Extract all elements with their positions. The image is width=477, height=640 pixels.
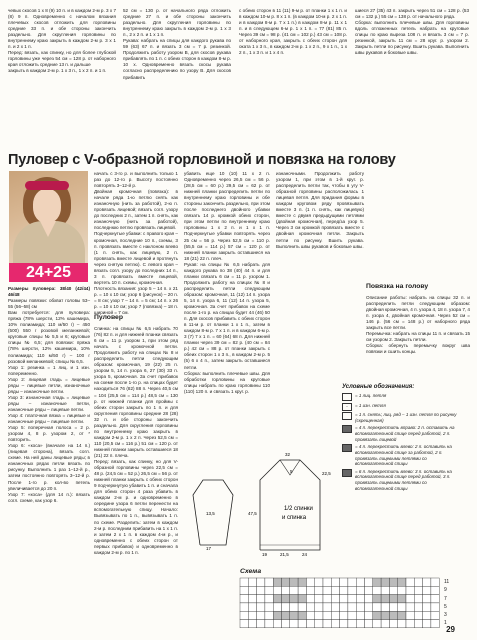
- chart-cell: [323, 603, 331, 611]
- para-pattern-4: Узор 4: платочная вязка = лицевые и изнаночные ряды – лицевые петли.: [8, 412, 90, 425]
- chart-cell: [381, 620, 389, 628]
- chart-cell: [431, 586, 439, 594]
- chart-cell: [423, 603, 431, 611]
- chart-cell: [265, 620, 273, 628]
- chart-cell: [290, 603, 298, 611]
- right2-p3: Сборка: обернуть перемычку вокруг шва повязки и сшить концы.: [366, 343, 470, 355]
- chart-cell: [257, 595, 265, 603]
- chart-cell: [373, 620, 381, 628]
- chart-cell: [406, 611, 414, 619]
- chart-cell: [298, 603, 306, 611]
- chart-cell: [315, 586, 323, 594]
- chart-cell: [331, 620, 339, 628]
- garment-schematic: [240, 440, 340, 560]
- dim-sleeve-w: 17: [206, 546, 212, 551]
- chart-cell: [323, 578, 331, 586]
- knit-symbol-icon: [342, 393, 352, 401]
- chart-cell: [331, 578, 339, 586]
- chart-cell: [365, 586, 373, 594]
- mid-p4: Плотность вязания: узор 5 – 14 п. х 21 р. = 10 х 10 см; узор 6 (рисунок) – 20 п. = 8 см; узор 7 – 14 п. = 5 см; 14 п. х 26 р. = 10 х 10 см; узор 7 (повязка) – 18 п. шириной = 7 см.: [94, 285, 178, 316]
- dim-h1: 47,5: [248, 511, 257, 516]
- chart-cell: [414, 620, 422, 628]
- chart-cell: [340, 595, 348, 603]
- chart-cell: [348, 578, 356, 586]
- chart-cell: [423, 595, 431, 603]
- top-col-2-p1: 52 см = 130 р. от начального ряда отложить средние 27 п. и обе стороны закончить раздельно. Для скругления горловины по внутреннему краю закрыть в каждом 2-м р. 1 х 3 п., 2 х 2 п. и 1 х 1 п.: [123, 8, 231, 38]
- legend-title: Условные обозначения:: [342, 384, 415, 390]
- row-num: 5: [444, 603, 447, 610]
- chart-cell: [365, 595, 373, 603]
- dim-top: 32: [285, 452, 291, 457]
- chart-cell: [398, 620, 406, 628]
- chart-cell: [423, 620, 431, 628]
- chart-cell: [248, 603, 256, 611]
- chart-cell: [248, 611, 256, 619]
- chart-cell: [240, 611, 248, 619]
- heading-headband: Повязка на голову: [366, 283, 429, 290]
- chart-cell: [257, 586, 265, 594]
- schematic-back-label: и спинка: [282, 515, 307, 521]
- top-col-1-p2: Перед: вязать, как спинку, но для более глубокой горловины уже через 54 см = 128 р. от наборного края отложить средние 13 п. и дальше: [8, 50, 116, 68]
- chart-cell: [340, 611, 348, 619]
- chart-cell: [389, 595, 397, 603]
- materials-col: [8, 286, 90, 636]
- chart-cell: [282, 586, 290, 594]
- chart-cell: [331, 595, 339, 603]
- para-pattern-2: Узор 2: лицевая гладь = лицевые ряды – лицевые петли, изнаночные ряды – изнаночные петли.: [8, 376, 90, 394]
- chart-cell: [373, 586, 381, 594]
- legend-item: = 4 п. перекрестить вправо: 2 п. оставить на вспомогательной спице перед работой, 2 п. провязать лицевой: [342, 425, 466, 442]
- chart-cell: [398, 586, 406, 594]
- chart-cell: [315, 620, 323, 628]
- schematic-half-label: 1/2 спинки: [284, 506, 313, 512]
- chart-cell: [365, 611, 373, 619]
- dim-neck: 5: [290, 469, 293, 474]
- mid3-p1: убавить еще 10 (10) 11 х 2 п. Одновременно через 26,5 см = 56 р. (28,5 см = 60 р.) 29,5 см = 62 р. от нижней планки распределить петли по внутреннему краю горловины и обе стороны закончить раздельно, при этом после последнего двойного убавки связать 14 р. кромкой обеих сторон, при этом петли по внутреннему краю горловины 1 х 2 п. и 1 х 1 п. Подчеркнутые убавки повторять через 25 см = 56 р. Через 52,5 см = 110 р. (55,5 см = 114 р.) 57 см = 120 р. от нижней планки закрыть оставшиеся на 18 (21) 22 п. плеч.: [184, 171, 270, 261]
- heading-pullover: Пуловер: [94, 314, 123, 321]
- chart-cell: [323, 595, 331, 603]
- chart-cell: [240, 620, 248, 628]
- chart-cell: [273, 595, 281, 603]
- dim-w1: 19: [262, 552, 268, 557]
- chart-cell: [306, 586, 314, 594]
- legend-item: = 1 п. снять; лиц. ряд – 1 изн. петля по рисунку (скрещенная): [342, 412, 466, 424]
- chart-cell: [348, 603, 356, 611]
- legend-item: = 1 лиц. петля: [342, 393, 466, 401]
- chart-cell: [290, 611, 298, 619]
- mid-col-3: [184, 171, 270, 471]
- chart-cell: [431, 578, 439, 586]
- legend: [342, 393, 466, 493]
- chart-cell: [273, 578, 281, 586]
- chart-cell: [240, 603, 248, 611]
- chart-cell: [431, 603, 439, 611]
- chart-cell: [348, 595, 356, 603]
- dim-w3: 24: [302, 552, 308, 557]
- row-num: 11: [444, 579, 450, 585]
- chart-cell: [423, 611, 431, 619]
- para-pattern-3: Узор 3: изнаночная гладь = лицевые ряды – изнаночные петли, изнаночные ряды – лицевые петли.: [8, 394, 90, 412]
- chart-cell: [265, 595, 273, 603]
- chart-cell: [398, 595, 406, 603]
- row-num: 1: [444, 620, 447, 627]
- chart-cell: [240, 578, 248, 586]
- para-materials: Вам потребуется: для пуловера: пряжа (78% шерсти, 12% кашемира, 10% полиамида; 110 м/50 г) – 450 (500) 550 г розовой меланжевой; круговые спицы № 5,5 и 6; круговые спицы № 6,5; для повязки: пряжа (78% шерсти, 12% кашемира, 10% полиамида; 110 м/50 г) – 100 г розовой меланжевой; спицы № 6,5.: [8, 310, 90, 364]
- chart-cell: [282, 620, 290, 628]
- chart-cell: [315, 578, 323, 586]
- chart-cell: [423, 586, 431, 594]
- chart-cell: [381, 611, 389, 619]
- chart-cell: [323, 586, 331, 594]
- chart-cell: [315, 611, 323, 619]
- chart-cell: [365, 620, 373, 628]
- chart-cell: [381, 578, 389, 586]
- chart-cell: [348, 586, 356, 594]
- mid-p3: Подчеркнутые убавки: с правого края – кромочная, последние 10 п., схемы, 3 п. провязать вместе с наклоном влево (1 п. снять, как лицевую, 2 п. провязать вместе лицевой и протянуть через снятую петлю). С левого края – вязать согл. узору до последних 14 п., 3 п. провязать вместе лицевой, вертеть 10 п. схемы, кромочная.: [94, 231, 178, 285]
- chart-cell: [389, 611, 397, 619]
- chart-cell: [240, 586, 248, 594]
- mid-col: [94, 171, 179, 316]
- para-pattern-6: Узор 6: «коса» (вначале на 14 п.) (лицевая сторона), вязать согл. схеме. На ней даны лицевые ряды; в изнаночных рядах петли вязать по рисунку. Выполнить 1 раз 1–12-й р., затем постоянно повторять 3–12-й р. После 1-го р. кол-во петель увеличивается до 20 п.: [8, 443, 90, 491]
- chart-cell: [381, 586, 389, 594]
- chart-cell: [265, 603, 273, 611]
- cable-6-left-icon: [342, 469, 352, 477]
- legend-item: = 6 п. перекрестить влево: 3 п. оставить на вспомогательной спице перед работой, 3 п. провязать лицевыми петлями со вспомогательной спицы: [342, 469, 466, 492]
- para-pattern-5: Узор 5: поперечная полоса = 2 р. узором 4, 8 р. узором 2, от * повторить.: [8, 425, 90, 443]
- chart-cell: [373, 578, 381, 586]
- chart-cell: [306, 611, 314, 619]
- right-p1: изнаночными. Продолжить работу узором 1, при этом в 1-й круг. р. распределить петли так, чтобы в угу V-образной горловины расположилась 1 лицевая петля. Для придания формы в каждом круговом ряду провязывать вместе 3 п. (1 п. снять, как лицевую) вместе с двумя предыдущими петлями (двойная кромочная), перед/за узор 5. Через 3 см кромкой провязать вместе с двойная кромочная петли. Закрыть петли по рисунку. Вшить рукава. Выполнить швы рукавов и боковые швы.: [276, 171, 364, 249]
- right2-p2: Перемычка: набрать на спицы 11 п. и связать 15 см узором 2. Закрыть петли.: [366, 331, 471, 343]
- chart-cell: [431, 595, 439, 603]
- row-num: 3: [444, 612, 447, 619]
- chart-cell: [240, 595, 248, 603]
- chart-cell: [423, 578, 431, 586]
- chart-cell: [290, 586, 298, 594]
- chart-cell: [356, 595, 364, 603]
- chart-cell: [356, 586, 364, 594]
- chart-cell: [248, 578, 256, 586]
- top-col-3: [239, 8, 347, 146]
- top-col-1: [8, 8, 116, 146]
- top-col-4: [355, 8, 469, 146]
- top-col-4-p2: Сборка: выполнить плечевые швы. Для горловины вдоль отложенных петель набрать на круговые спицы по краю выреза 108 п. и вязать 3 см = 7 р. резинкой, закрыть 11 см = 28 круг. р. узором 2. Закрыть петли по рисунку. Вшить рукава. Выполнить швы рукавов и боковые швы.: [355, 20, 469, 56]
- chart-cell: [290, 595, 298, 603]
- chart-cell: [340, 620, 348, 628]
- chart-cell: [398, 603, 406, 611]
- chart-cell: [248, 620, 256, 628]
- chart-cell: [257, 603, 265, 611]
- chart-cell: [373, 603, 381, 611]
- chart-cell: [414, 578, 422, 586]
- chart-cell: [406, 578, 414, 586]
- chart-cell: [406, 595, 414, 603]
- chart-cell: [248, 595, 256, 603]
- chart-cell: [315, 595, 323, 603]
- chart-cell: [414, 595, 422, 603]
- chart-cell: [389, 620, 397, 628]
- legend-item: = 4 п. перекрестить влево: 2 п. оставить на вспомогательной спице за работой, 2 п. провязать лицевыми петлями со вспомогательной спицы: [342, 444, 466, 467]
- model-photo: [9, 171, 88, 263]
- chart-cell: [282, 611, 290, 619]
- right-col-2: [366, 295, 470, 381]
- chart-cell: [373, 595, 381, 603]
- cable-right-icon: [342, 425, 352, 433]
- chart-cell: [431, 620, 439, 628]
- row-num: 7: [444, 595, 447, 602]
- right-col: [276, 171, 364, 281]
- chart-cell: [389, 586, 397, 594]
- chart-cell: [340, 586, 348, 594]
- chart-cell: [282, 603, 290, 611]
- chart-cell: [331, 611, 339, 619]
- chart-cell: [273, 586, 281, 594]
- chart-cell: [282, 595, 290, 603]
- top-col-3-p1: с обеих сторон в 11 (11) 9-м р. от планки 1 х 1 п. и в каждом 10-м р. 8 х 1 п. (в каждом 10-м р. 2 х 1 п. и в каждом 8-м р. 7 х 1 п.) в каждом 8-м р. 11 х 1 п. и в следующем 6-м р. 1 х 1 п. = 77 (81) 85 п. Через 39 см = 98 р. (41 см = 102 р.) 43 см = 108 р. от наборного края, закрыть с обеих сторон для оката 1 х 3 п., в каждом 2-м р. 1 х 2 п., 9 х 1 п., 1 х 2 п., 1 х 3 п. и 1 х 4 п.: [239, 8, 347, 56]
- page-title: Пуловер с V-образной горловиной и повязка на голову: [8, 152, 396, 168]
- page-number: 29: [446, 625, 455, 634]
- cable-left-icon: [342, 444, 352, 452]
- chart-cell: [431, 611, 439, 619]
- chart-cell: [298, 586, 306, 594]
- chart-row-numbers: [444, 578, 449, 628]
- chart-cell: [306, 603, 314, 611]
- chart-cell: [282, 578, 290, 586]
- chart-cell: [323, 620, 331, 628]
- chart-cell: [381, 595, 389, 603]
- chart-cell: [398, 578, 406, 586]
- mid2-p1: Спинка: на спицы № 6,5 набрать 70 (76) 82 п. и для нижней планки связать 6 см = 11 р. узором 1, при этом ряд начать с кромочной петли. Продолжить работу на спицах № 8 и распределить петли следующим образом: кромочная, 19 (22) 25 п. узором 5, 14 п. узора 6, 27 (30) 33 п. узора 5, кромочная. За счет прибавок на схеме после 1-го р. на спицах будет находиться 76 (82) 88 п. Через 40,5 см = 104 (25,5 см = 114 р.) 48,5 см = 130 р. от нижней планки для проймы с обеих сторон закрыть по 1 п. и для скругления горловины средние 28 (28) 32 п. и обе стороны закончить раздельно. Для скругления горловины по внутреннему краю закрыть в каждом 2-м р. 1 х 2 п. Через 52,5 см = 110 (20,5 см = 116 р.) 51 см = 120 р. от нижней планки закрыть оставшиеся 18 (21) 22 п. плеча.: [94, 326, 178, 458]
- chart-cell: [306, 620, 314, 628]
- chart-cell: [265, 578, 273, 586]
- chart-cell: [414, 611, 422, 619]
- chart-cell: [406, 586, 414, 594]
- mid-p1: начать с 3-го р. и выполнить только 1 раз до 12-го р. Высоту постоянно повторять 3–12-й р.: [94, 171, 178, 189]
- chart-cell: [340, 578, 348, 586]
- top-col-1-p1: чевых скосов 1 х 8 (9) 10 п. и в каждом 2-м р. 3 х 7 (8) 9 п. Одновременно с началом вязания плечевых скосов отложить для горловины средние 33 п. и обе стороны закончить раздельно. Для скругления горловины по внутреннему краю закрыть в каждом 2-м р. 3 х 1 п. и 2 х 1 п.: [8, 8, 116, 50]
- dim-h2: 22,5: [322, 471, 331, 476]
- chart-cell: [265, 586, 273, 594]
- chart-cell: [340, 603, 348, 611]
- dim-w2: 21,5: [280, 552, 289, 557]
- chart-cell: [306, 595, 314, 603]
- stitch-chart: [240, 578, 440, 630]
- para-pattern-1: Узор 1: резинка = 1 лиц. и 1 изн. попеременно.: [8, 364, 90, 376]
- chart-cell: [257, 578, 265, 586]
- chart-cell: [348, 620, 356, 628]
- size-badge: 24+25: [9, 263, 88, 282]
- chart-cell: [406, 603, 414, 611]
- schema-label: Схема: [240, 568, 262, 575]
- chart-cell: [365, 603, 373, 611]
- top-col-4-p1: шиеся 27 (35) 43 п. закрыть через 51 см = 128 р. (53 см = 132 р.) 55 см = 138 р. от начального ряда.: [355, 8, 469, 20]
- chart-cell: [257, 611, 265, 619]
- chart-cell: [298, 578, 306, 586]
- chart-cell: [406, 620, 414, 628]
- chart-cell: [323, 611, 331, 619]
- chart-cell: [389, 578, 397, 586]
- mid3-p3: Сборка: выполнить плечевые швы. Для обработки горловины на круговые спицы набрать по краю горловины 110 (110) 120 п. и связать 1 круг. р.: [184, 370, 270, 394]
- chart-cell: [273, 611, 281, 619]
- chart-cell: [248, 586, 256, 594]
- chart-cell: [356, 611, 364, 619]
- slip-symbol-icon: [342, 412, 352, 420]
- sleeve-schematic: [188, 470, 238, 550]
- chart-cell: [373, 611, 381, 619]
- chart-cell: [306, 578, 314, 586]
- legend-item: - = 1 изн. петля: [342, 403, 466, 411]
- chart-cell: [265, 611, 273, 619]
- chart-cell: [331, 603, 339, 611]
- chart-cell: [290, 578, 298, 586]
- chart-cell: [398, 611, 406, 619]
- top-col-1-p3: закрыть в каждом 2-м р. 1 х 3 п., 1 х 2 п. и 1 п.: [8, 68, 107, 74]
- chart-cell: [290, 620, 298, 628]
- chart-cell: [414, 586, 422, 594]
- mid3-p2: Рукав: на спицы № 6,5 набрать для каждого рукава по 38 (40) 44 п. и для планки связать 6 см = 11 р. узором 1. Продолжить работу на спицах № 8 и распределить петли следующим образом: кромочная, 11 (12) 14 п. узора 5, 14 п. узора 6, 11 (12) 14 п. узора 5, кромочная. За счет прибавок на схеме после 1-го р. на спицах будет 44 (46) 50 п. Для скосов прибавить с обеих сторон в 11-м р. от планки 1 х 1 п., затем в каждом 8-м р. 7 х 1 п. и в каждом 6-м р. 3 (7) 7 х 1 п. = 60 (64) 68 п. Для нижней планки через 39 см = 82 р. (40 см = 84 р.) 42 см = 88 р. от планки закрыть с обеих сторон 1 х 3 п., в каждом 2-м р. 5 (5) 6 х 4 п., затем закрыть оставшиеся петли.: [184, 261, 270, 370]
- chart-cell: [389, 603, 397, 611]
- top-col-2-p2: Рукава: набрать на спицы для каждого рукава по 59 (63) 67 п. и вязать 3 см = 7 р. резинкой. Продолжить работу узором В, для скосов рукава прибавлять по 1 п. с обеих сторон в каждом 8-м р. 10 х. Одновременно вязать скосы рукава согласно распределению по узору В. Для скосов прибавить: [123, 38, 231, 80]
- chart-cell: [348, 611, 356, 619]
- chart-cell: [331, 586, 339, 594]
- chart-cell: [356, 603, 364, 611]
- chart-cell: [414, 603, 422, 611]
- chart-cell: [273, 603, 281, 611]
- row-num: 9: [444, 587, 447, 594]
- chart-cell: [273, 620, 281, 628]
- chart-cell: [298, 595, 306, 603]
- chart-cell: [381, 603, 389, 611]
- para-band-sizes: Размеры повязки: обхват головы 53–55 (56–58) см: [8, 298, 90, 310]
- chart-cell: [298, 611, 306, 619]
- chart-cell: [356, 578, 364, 586]
- chart-cell: [365, 578, 373, 586]
- mid2-p2: Перед: вязать, как спинку, но для V-образной горловины через 22,5 см = 48 р. (24,5 см = 52 р.) 26,5 см = 56 р. от нижней планки закрыть с обеих сторон 9 подчеркнутую убавить 1 п. и сначала для обеих сторон 4 раза убавить в каждом 2-м р. и одновременно в середине узора 6 петли перенести на вспомогательную спицу. Начало: Вывязывать по 1 п., вывязывать 1 п. по схеме. Разделить: затем в каждом 2-м р. последним прибавить на 1 х 1 п. и затем 2 х 1 п. в каждом 4-м р., и одновременно с обеих сторон от первых прибавок) и одновременно в каждом 2-м р. по 1 п.: [94, 459, 178, 555]
- chart-cell: [298, 620, 306, 628]
- para-pattern-7: Узор 7: «коса» (для 14 п.): вязать согл. схеме, как узор 6.: [8, 491, 90, 503]
- chart-cell: [356, 620, 364, 628]
- mid-p2: Двойная кромочная (повязка): в начале ряда 1-ю петлю снять как изнаночную (нить за работой), 2-ю п. провязать лицевой; вязать согл. узору до последних 2 п., затем 1 п. снять, как изнаночную (нить за работой), последнюю петлю провязать лицевой.: [94, 189, 179, 231]
- mid-col-2: [94, 326, 178, 636]
- chart-cell: [315, 603, 323, 611]
- purl-symbol-icon: -: [342, 403, 352, 411]
- para-sizes: Размеры пуловера: 38/40 (42/44) 46/48: [8, 286, 90, 298]
- chart-cell: [257, 620, 265, 628]
- top-col-2: [123, 8, 231, 146]
- right2-p1: Описание работы: набрать на спицы 32 п. и распределить петли следующим образом: двойная кромочная, 4 п. узора 4, 18 п. узора 7, 4 п. узора 4, двойная кромочная. Через 52 см = 146 р. (56 см = 148 р.) от наборного ряда закрыть все петли.: [366, 295, 470, 331]
- dim-sleeve: 13,5: [206, 511, 215, 516]
